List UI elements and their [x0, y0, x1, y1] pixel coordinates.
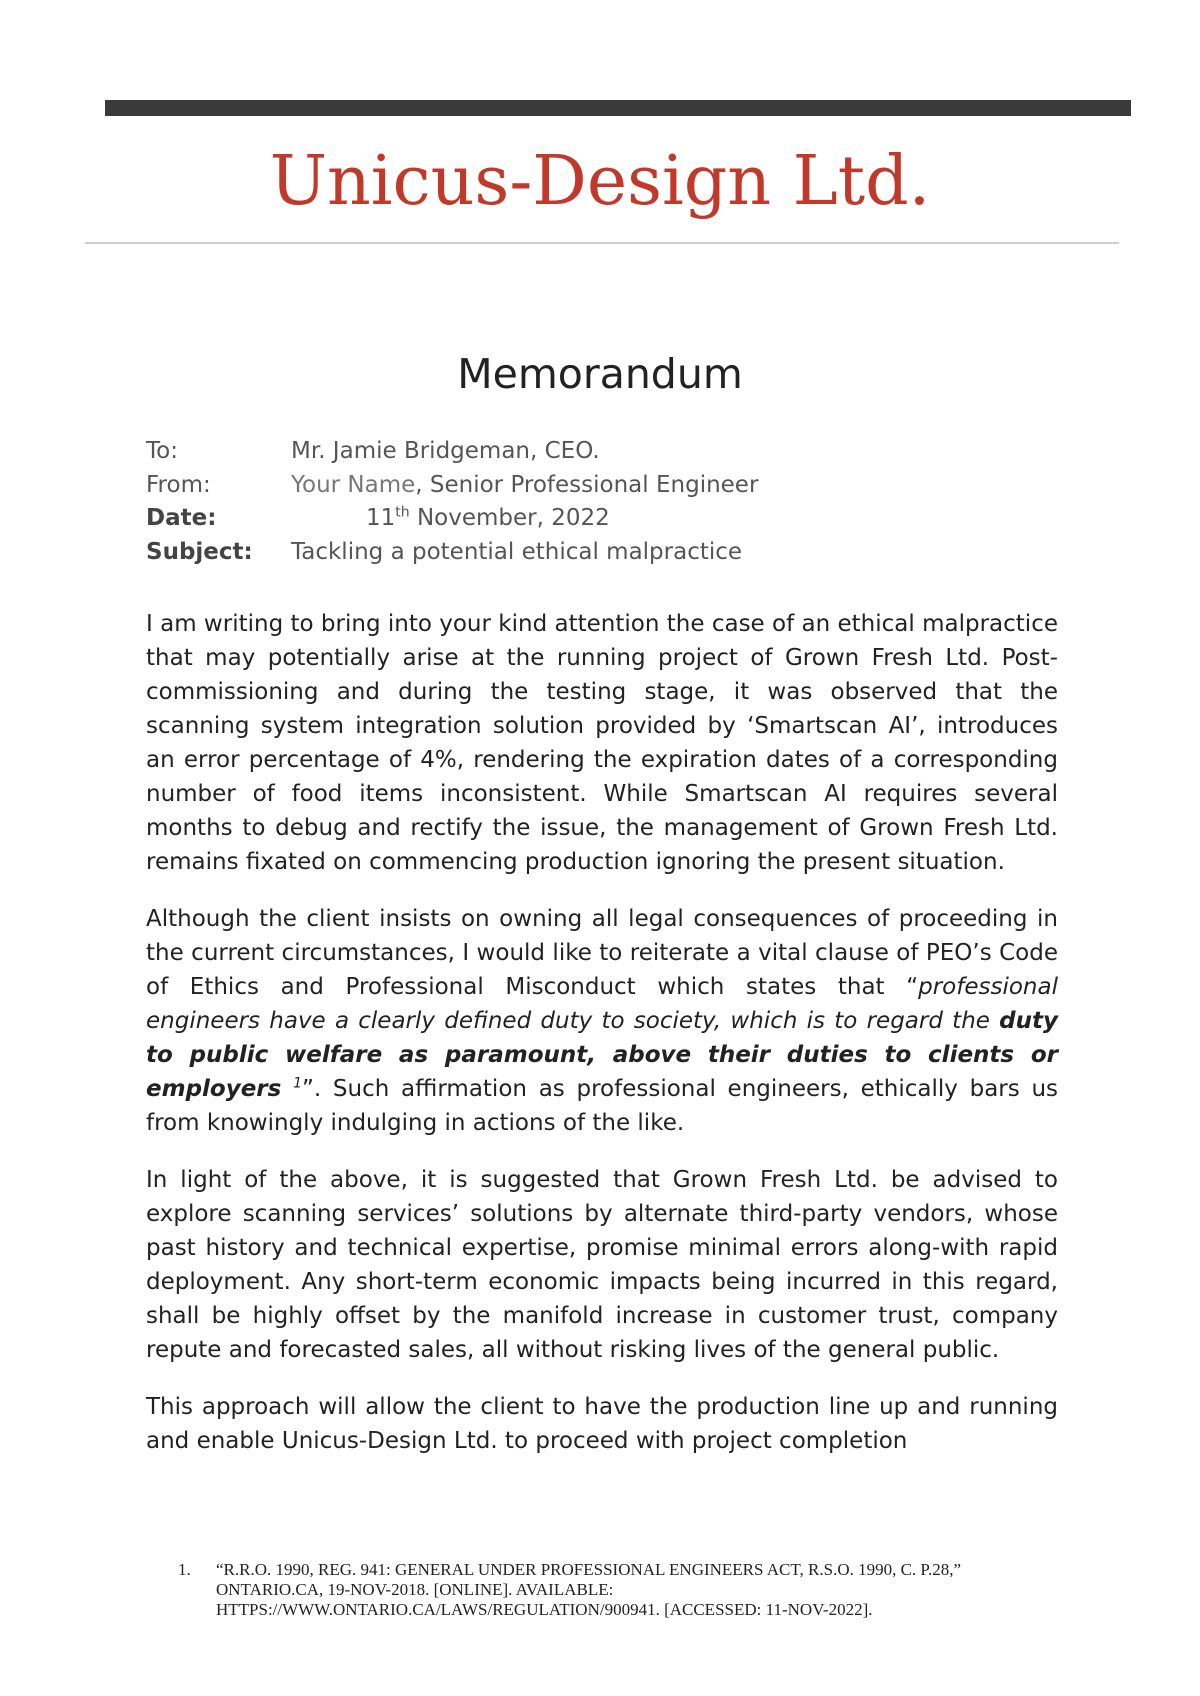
footnote [178, 1560, 1058, 1620]
to-label: To: [146, 438, 178, 464]
header-bar [105, 100, 1131, 116]
date-label: Date: [146, 505, 217, 531]
date-day: 11 [366, 505, 396, 531]
paragraph-2 [146, 902, 1058, 1140]
from-title: , Senior Professional Engineer [415, 472, 759, 498]
quote-italic: professional engineers have a clearly defined duty to society, which is to regard the duty to public welfare as paramount, above their duties to clients or employers $^1$ [146, 974, 1058, 1102]
header-divider [85, 242, 1119, 244]
from-name: Your Name [291, 472, 416, 498]
from-label: From: [146, 472, 211, 498]
date-suffix: th [395, 504, 410, 521]
subject-label: Subject: [146, 539, 253, 565]
paragraph-1: I am writing to bring into your kind attention the case of an ethical malpractice that may potentially arise at the running project of Grown Fresh Ltd. Post-commissioning and during the testing stage, it was observed that the scanning system integration solution provided by ‘Smartscan AI’, introduces an error percentage of 4%, rendering the expiration dates of a corresponding number of food items inconsistent. While Smartscan AI requires several months to debug and rectify the issue, the management of Grown Fresh Ltd. remains fixated on commencing production ignoring the present situation. [146, 611, 1058, 875]
paragraph-3: In light of the above, it is suggested that Grown Fresh Ltd. be advised to explore scanning services’ solutions by alternate third-party vendors, whose past history and technical expertise, promise minimal errors along-with rapid deployment. Any short-term economic impacts being incurred in this regard, shall be highly offset by the manifold increase in customer trust, company repute and forecasted sales, all without risking lives of the general public. [146, 1167, 1058, 1363]
paragraph-2-start: Although the client insists on owning all legal consequences of proceeding in the current circumstances, I would like to reiterate a vital clause of PEO’s Code of Ethics and Professional Misconduct which states that “ [146, 906, 1058, 1000]
paragraph-4: This approach will allow the client to have the production line up and running and enable Unicus-Design Ltd. to proceed with project completion [146, 1394, 1058, 1454]
paragraph-2-end: ”. Such affirmation as professional engineers, ethically bars us from knowingly indulging in actions of the like. [146, 1076, 1059, 1136]
memo-title: Memorandum [457, 350, 743, 398]
footnote-text: “R.R.O. 1990, REG. 941: GENERAL UNDER PROFESSIONAL ENGINEERS ACT, R.S.O. 1990, C. P.28,” ONTARIO.CA, 19-NOV-2018. [ONLINE]. AVAILABLE: HTTPS://WWW.ONTARIO.CA/LAWS/REGULATION/900941. [ACCESSED: 11-NOV-2022]. [216, 1560, 962, 1619]
memo-body [146, 607, 1058, 1481]
company-name: Unicus-Design Ltd. [269, 142, 931, 221]
to-value: Mr. Jamie Bridgeman, CEO. [291, 438, 600, 464]
quote-bold: duty to public welfare as paramount, above their duties to clients or employers [146, 1008, 1058, 1102]
footnote-number: 1. [178, 1560, 191, 1579]
footnote-ref: 1 [293, 1075, 302, 1092]
date-rest: November, 2022 [409, 505, 610, 531]
subject-value: Tackling a potential ethical malpractice [291, 539, 743, 565]
